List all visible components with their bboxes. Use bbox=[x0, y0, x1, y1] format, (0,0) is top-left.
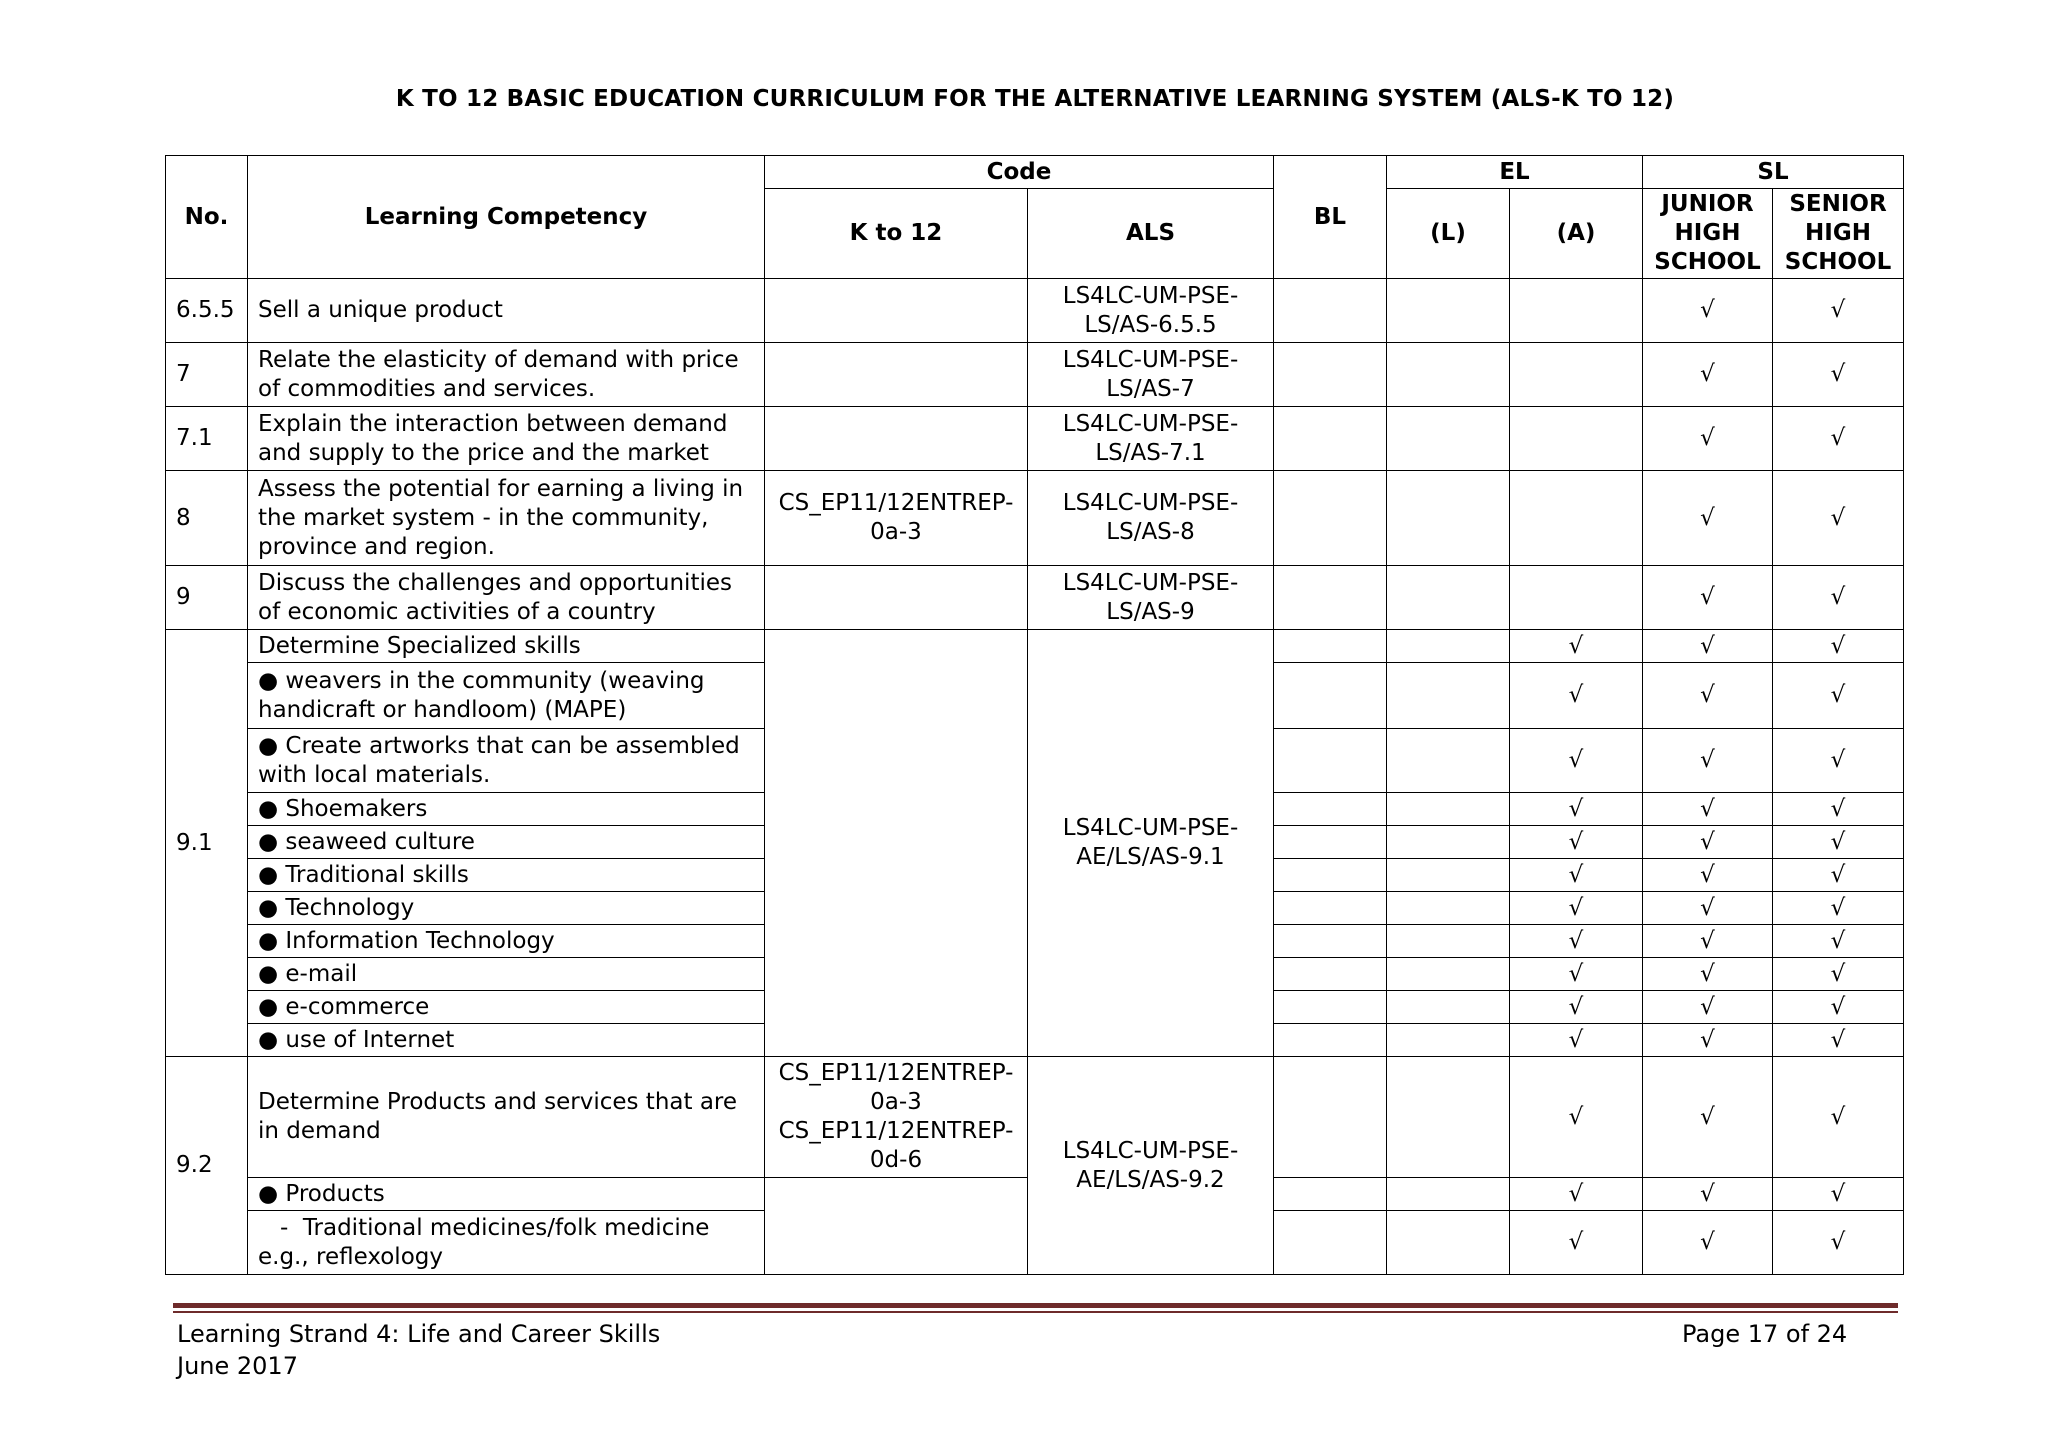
col-header-sl: SL bbox=[1643, 156, 1904, 189]
table-row bbox=[166, 279, 1904, 343]
check-mark: √ bbox=[1773, 630, 1904, 663]
col-header-competency: Learning Competency bbox=[248, 156, 765, 279]
table-row bbox=[166, 566, 1904, 630]
footer-page-number: Page 17 of 24 bbox=[1682, 1320, 1848, 1348]
row-k12-code bbox=[765, 343, 1028, 407]
check-mark: √ bbox=[1773, 471, 1904, 566]
table-row bbox=[166, 471, 1904, 566]
row-competency: ● use of Internet bbox=[248, 1024, 765, 1057]
row-competency: ● Information Technology bbox=[248, 925, 765, 958]
table-row bbox=[166, 407, 1904, 471]
check-mark: √ bbox=[1510, 1211, 1643, 1275]
check-mark: √ bbox=[1643, 925, 1773, 958]
table-row bbox=[166, 343, 1904, 407]
row-no: 6.5.5 bbox=[166, 279, 248, 343]
row-competency: Assess the potential for earning a living in the market system - in the community, province and region. bbox=[248, 471, 765, 566]
check-mark: √ bbox=[1510, 729, 1643, 793]
check-mark: √ bbox=[1643, 1057, 1773, 1178]
row-no: 7.1 bbox=[166, 407, 248, 471]
check-mark: √ bbox=[1773, 343, 1904, 407]
col-header-shs: SENIOR HIGH SCHOOL bbox=[1773, 189, 1904, 279]
row-no: 8 bbox=[166, 471, 248, 566]
check-mark: √ bbox=[1510, 925, 1643, 958]
row-no: 9.1 bbox=[166, 630, 248, 1057]
row-competency: ● Traditional skills bbox=[248, 859, 765, 892]
row-als-code: LS4LC-UM-PSE-LS/AS-7.1 bbox=[1028, 407, 1274, 471]
check-mark: √ bbox=[1773, 1211, 1904, 1275]
row-als-code: LS4LC-UM-PSE-AE/LS/AS-9.2 bbox=[1028, 1057, 1274, 1275]
check-mark: √ bbox=[1643, 630, 1773, 663]
check-mark: √ bbox=[1773, 925, 1904, 958]
row-competency: ● seaweed culture bbox=[248, 826, 765, 859]
check-mark: √ bbox=[1773, 1178, 1904, 1211]
row-k12-code: CS_EP11/12ENTREP-0a-3 bbox=[765, 471, 1028, 566]
check-mark: √ bbox=[1773, 892, 1904, 925]
row-competency: Determine Products and services that are in demand bbox=[248, 1057, 765, 1178]
check-mark: √ bbox=[1773, 958, 1904, 991]
row-competency: - Traditional medicines/folk medicine e.g., reflexology bbox=[248, 1211, 765, 1275]
check-mark: √ bbox=[1643, 1211, 1773, 1275]
check-mark: √ bbox=[1643, 859, 1773, 892]
row-competency: Explain the interaction between demand and supply to the price and the market bbox=[248, 407, 765, 471]
footer-divider-thin bbox=[173, 1311, 1898, 1313]
col-header-bl: BL bbox=[1274, 156, 1387, 279]
check-mark: √ bbox=[1773, 826, 1904, 859]
check-mark: √ bbox=[1510, 826, 1643, 859]
col-header-el-a: (A) bbox=[1510, 189, 1643, 279]
row-competency: Sell a unique product bbox=[248, 279, 765, 343]
row-competency: Determine Specialized skills bbox=[248, 630, 765, 663]
row-k12-code bbox=[765, 566, 1028, 630]
row-k12-code bbox=[765, 1178, 1028, 1275]
row-competency: ● Products bbox=[248, 1178, 765, 1211]
check-mark: √ bbox=[1773, 1024, 1904, 1057]
row-competency: ● Technology bbox=[248, 892, 765, 925]
check-mark: √ bbox=[1510, 630, 1643, 663]
check-mark: √ bbox=[1643, 892, 1773, 925]
col-header-als: ALS bbox=[1028, 189, 1274, 279]
check-mark: √ bbox=[1773, 663, 1904, 729]
check-mark: √ bbox=[1773, 793, 1904, 826]
check-mark: √ bbox=[1510, 1057, 1643, 1178]
col-header-jhs: JUNIOR HIGH SCHOOL bbox=[1643, 189, 1773, 279]
row-no: 9 bbox=[166, 566, 248, 630]
footer-divider bbox=[173, 1303, 1898, 1308]
row-competency: ● Shoemakers bbox=[248, 793, 765, 826]
check-mark: √ bbox=[1510, 663, 1643, 729]
col-header-el: EL bbox=[1387, 156, 1643, 189]
row-als-code: LS4LC-UM-PSE-AE/LS/AS-9.1 bbox=[1028, 630, 1274, 1057]
row-competency: ● e-commerce bbox=[248, 991, 765, 1024]
check-mark: √ bbox=[1773, 859, 1904, 892]
check-mark: √ bbox=[1643, 991, 1773, 1024]
row-als-code: LS4LC-UM-PSE-LS/AS-8 bbox=[1028, 471, 1274, 566]
page-title: K TO 12 BASIC EDUCATION CURRICULUM FOR THE ALTERNATIVE LEARNING SYSTEM (ALS-K TO 12) bbox=[395, 86, 1675, 112]
row-k12-code: CS_EP11/12ENTREP-0a-3 CS_EP11/12ENTREP-0d-6 bbox=[765, 1057, 1028, 1178]
check-mark: √ bbox=[1510, 1178, 1643, 1211]
col-header-k12: K to 12 bbox=[765, 189, 1028, 279]
check-mark: √ bbox=[1510, 958, 1643, 991]
check-mark: √ bbox=[1773, 1057, 1904, 1178]
check-mark: √ bbox=[1773, 991, 1904, 1024]
row-no: 7 bbox=[166, 343, 248, 407]
check-mark: √ bbox=[1510, 1024, 1643, 1057]
header-row-1 bbox=[166, 156, 1904, 189]
row-k12-code bbox=[765, 407, 1028, 471]
curriculum-table bbox=[165, 155, 1904, 1275]
check-mark: √ bbox=[1643, 407, 1773, 471]
row-k12-code bbox=[765, 630, 1028, 1057]
table-row bbox=[166, 630, 1904, 663]
col-header-no: No. bbox=[166, 156, 248, 279]
check-mark: √ bbox=[1773, 566, 1904, 630]
check-mark: √ bbox=[1643, 958, 1773, 991]
check-mark: √ bbox=[1643, 793, 1773, 826]
footer-date: June 2017 bbox=[177, 1352, 298, 1380]
row-no: 9.2 bbox=[166, 1057, 248, 1275]
check-mark: √ bbox=[1643, 826, 1773, 859]
check-mark: √ bbox=[1643, 729, 1773, 793]
check-mark: √ bbox=[1510, 991, 1643, 1024]
col-header-el-l: (L) bbox=[1387, 189, 1510, 279]
col-header-code: Code bbox=[765, 156, 1274, 189]
row-als-code: LS4LC-UM-PSE-LS/AS-7 bbox=[1028, 343, 1274, 407]
check-mark: √ bbox=[1773, 279, 1904, 343]
footer-strand: Learning Strand 4: Life and Career Skills bbox=[177, 1320, 661, 1348]
check-mark: √ bbox=[1643, 471, 1773, 566]
row-competency: ● e-mail bbox=[248, 958, 765, 991]
check-mark: √ bbox=[1510, 793, 1643, 826]
check-mark: √ bbox=[1510, 892, 1643, 925]
footer-left bbox=[177, 1318, 660, 1382]
check-mark: √ bbox=[1643, 566, 1773, 630]
check-mark: √ bbox=[1643, 1178, 1773, 1211]
row-competency: ● weavers in the community (weaving handicraft or handloom) (MAPE) bbox=[248, 663, 765, 729]
check-mark: √ bbox=[1510, 859, 1643, 892]
row-als-code: LS4LC-UM-PSE-LS/AS-6.5.5 bbox=[1028, 279, 1274, 343]
table-row bbox=[166, 1057, 1904, 1178]
row-competency: Discuss the challenges and opportunities of economic activities of a country bbox=[248, 566, 765, 630]
check-mark: √ bbox=[1773, 729, 1904, 793]
row-competency: Relate the elasticity of demand with price of commodities and services. bbox=[248, 343, 765, 407]
check-mark: √ bbox=[1643, 1024, 1773, 1057]
check-mark: √ bbox=[1773, 407, 1904, 471]
row-k12-code bbox=[765, 279, 1028, 343]
row-als-code: LS4LC-UM-PSE-LS/AS-9 bbox=[1028, 566, 1274, 630]
check-mark: √ bbox=[1643, 279, 1773, 343]
check-mark: √ bbox=[1643, 343, 1773, 407]
row-competency: ● Create artworks that can be assembled with local materials. bbox=[248, 729, 765, 793]
check-mark: √ bbox=[1643, 663, 1773, 729]
